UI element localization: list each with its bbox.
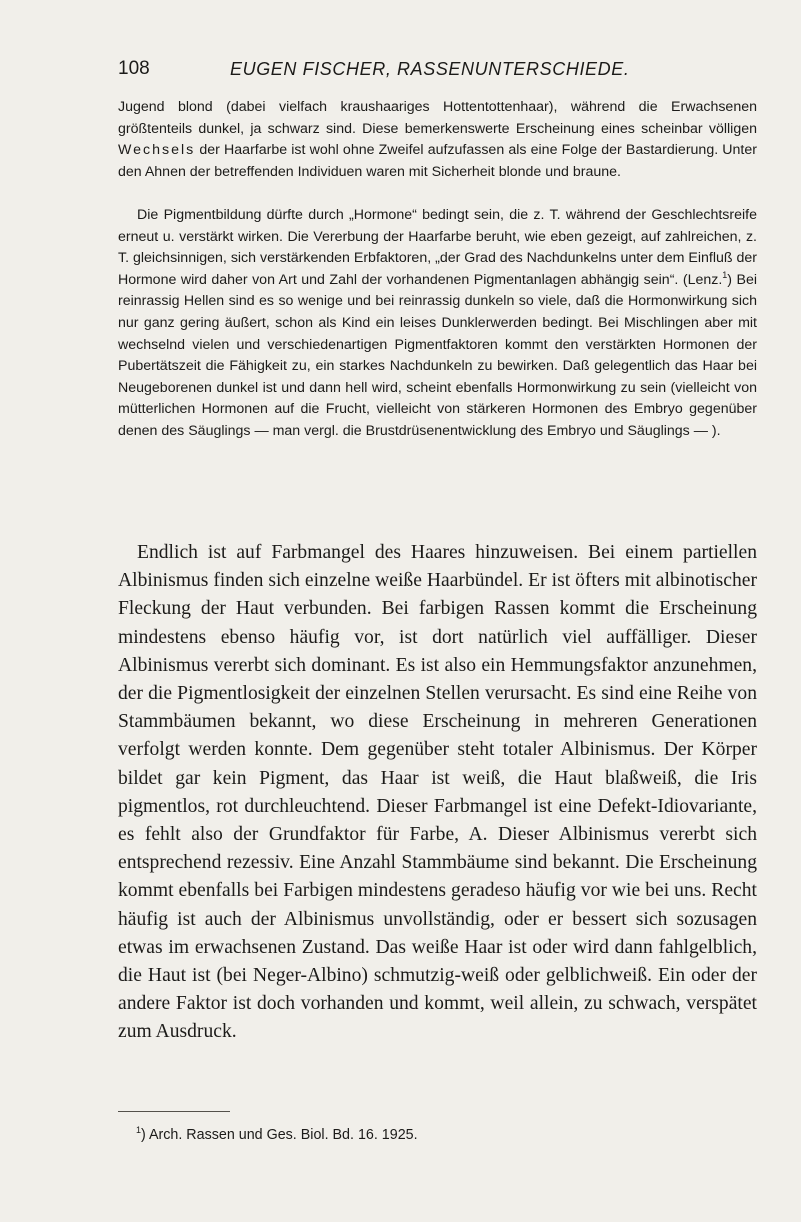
footnote-mark: 1 [136,1125,142,1135]
footnote-divider [118,1111,230,1112]
paragraph-pigmentbildung [118,205,757,443]
footnote-text: ) Arch. Rassen und Ges. Biol. Bd. 16. 1925. [141,1127,418,1143]
footnote-reference: 1 [722,269,728,280]
paragraph-1-before-spaced: Jugend blond (dabei vielfach kraushaariges Hottentottenhaar), während die Erwachsenen größtenteils dunkel, ja schwarz sind. Diese bemerkenswerte Erscheinung eines scheinbar völligen [118,99,757,137]
paragraph-2-after-note: ) Bei reinrassig Hellen sind es so wenige und bei reinrassig dunkeln so viele, daß die Hormonwirkung sich nur ganz gering äußert, schon als Kind ein leises Dunklerwerden bedingt. Bei Mischlingen aber mit wechselnd vielen und verschiedenartigen Pigmentfaktoren kommt den verstärkten Hormonen der Pubertätszeit die Fähigkeit zu, ein starkes Nachdunkeln zu bewirken. Daß gelegentlich das Haar bei Neugeborenen dunkel ist und dann hell wird, scheint ebenfalls Hormonwirkung zu sein (vielleicht von mütterlichen Hormonen auf die Frucht, vielleicht von stärkeren Hormonen des Embryo gegenüber denen des Säuglings — man vergl. die Brustdrüsenentwicklung des Embryo und Säuglings — ). [118,271,758,439]
spaced-word-wechsels: Wechsels [118,142,196,159]
paragraph-1-after-spaced: der Haarfarbe ist wohl ohne Zweifel aufzufassen als eine Folge der Bastardierung. Unter den Ahnen der betreffenden Individuen waren mit Sicherheit blonde und braune. [118,142,757,180]
running-title: EUGEN FISCHER, RASSENUNTERSCHIEDE. [230,59,630,79]
page-header [118,58,758,88]
footnote [136,1126,696,1144]
paragraph-jugend-blond [118,97,757,183]
paragraph-2-before-note: Die Pigmentbildung dürfte durch „Hormone“ bedingt sein, die z. T. während der Geschlechtsreife erneut u. verstärkt wirken. Die Vererbung der Haarfarbe beruht, wie eben gezeigt, auf zahlreichen, z. T. gleichsinnigen, sich verstärkenden Erbfaktoren, „der Grad des Nachdunkelns unter dem Einfluß der Hormone wird daher von Art und Zahl der vorhandenen Pigmentanlagen abhängig sein“. (Lenz. [118,207,757,288]
page-number: 108 [118,58,150,79]
paragraph-farbmangel: Endlich ist auf Farbmangel des Haares hinzuweisen. Bei einem partiellen Albinismus finden sich einzelne weiße Haarbündel. Er ist öfters mit albinotischer Fleckung der Haut verbunden. Bei farbigen Rassen kommt die Erscheinung mindestens ebenso häufig vor, ist dort natürlich viel auffälliger. Dieser Albinismus vererbt sich dominant. Es ist also ein Hemmungsfaktor anzunehmen, der die Pigmentlosigkeit der einzelnen Stellen verursacht. Es sind eine Reihe von Stammbäumen bekannt, wo diese Erscheinung in mehreren Generationen verfolgt werden konnte. Dem gegenüber steht totaler Albinismus. Der Körper bildet gar kein Pigment, das Haar ist weiß, die Haut blaßweiß, die Iris pigmentlos, rot durchleuchtend. Dieser Farbmangel ist eine Defekt-Idiovariante, es fehlt also der Grundfaktor für Farbe, A. Dieser Albinismus vererbt sich entsprechend rezessiv. Eine Anzahl Stammbäume sind bekannt. Die Erscheinung kommt ebenfalls bei Farbigen mindestens geradeso häufig vor wie bei uns. Recht häufig ist auch der Albinismus unvollständig, oder er bessert sich sozusagen etwas im erwachsenen Zustand. Das weiße Haar ist oder wird dann fahlgelblich, die Haut ist (bei Neger-Albino) schmutzig-weiß oder gelblichweiß. Ein oder der andere Faktor ist doch vorhanden und kommt, weil allein, zu schwach, verspätet zum Ausdruck. [118,542,757,1043]
